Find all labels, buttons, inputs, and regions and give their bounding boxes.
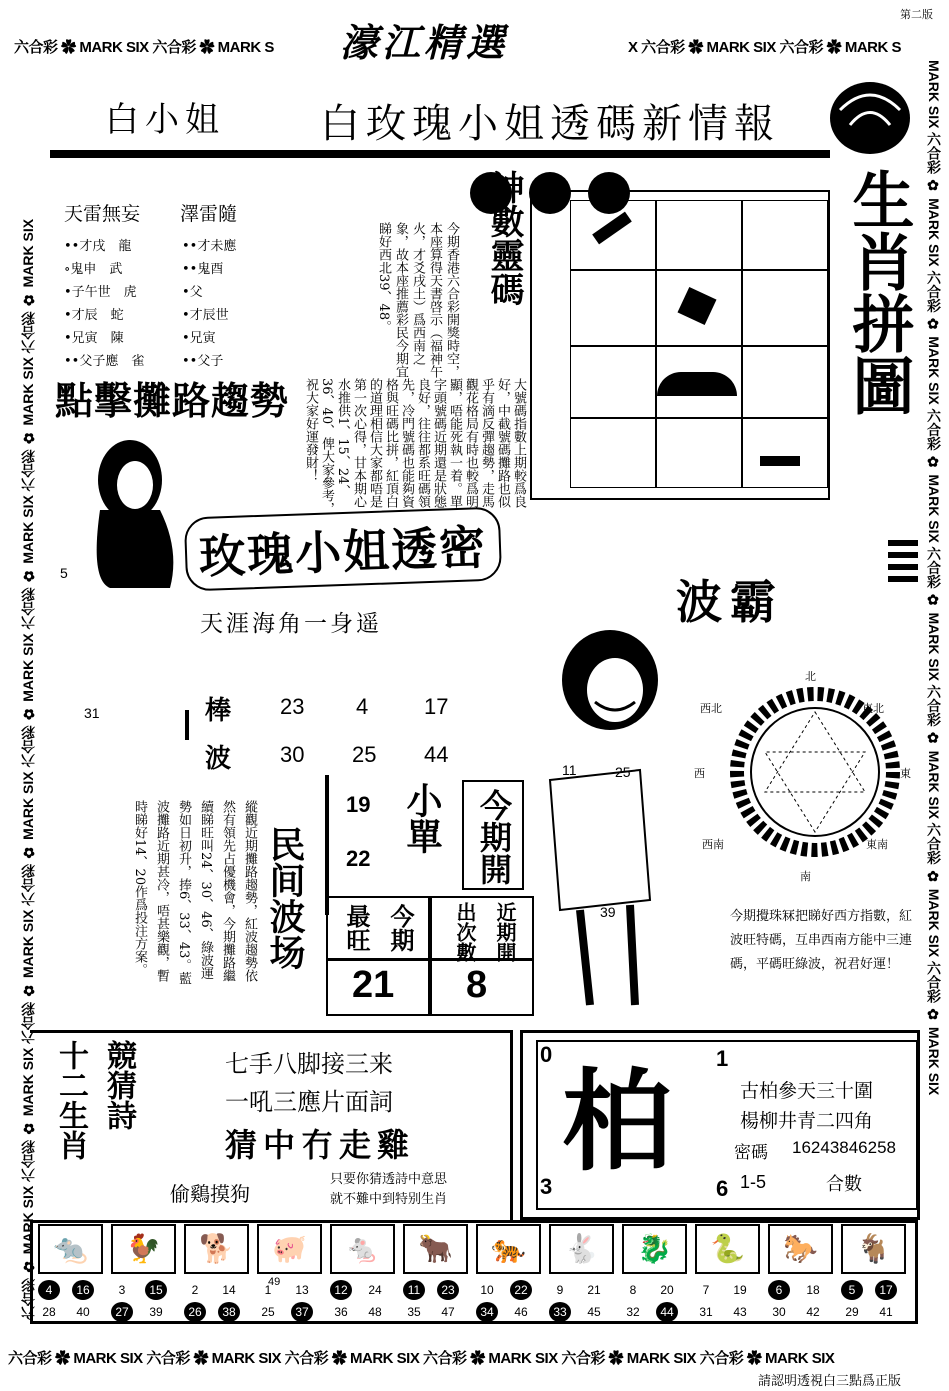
animal-column <box>547 1224 616 1324</box>
dragon-icon: 🐉 <box>622 1224 687 1274</box>
riddle-line: 七手八脚接三来 <box>225 1050 393 1078</box>
hexagram-row: ••才戌 龍 <box>64 239 132 254</box>
zodiac-puzzle-title: 生肖拼圖 <box>838 168 918 416</box>
animal-column <box>36 1224 105 1324</box>
puzzle-piece <box>570 270 656 346</box>
riddle-line: 一吼三應片面詞 <box>225 1088 393 1116</box>
puzzle-fragment <box>657 372 737 396</box>
animal-number: 10 <box>480 1283 494 1297</box>
animal-column <box>693 1224 762 1324</box>
page-tag: 第二版 <box>900 8 933 21</box>
woman-photo-2 <box>540 620 690 760</box>
footer-note: 請認明透視白三點爲正版 <box>758 1374 902 1389</box>
animal-number: 37 <box>291 1302 313 1322</box>
ox-icon: 🐂 <box>403 1224 468 1274</box>
bottom-band: 六合彩 ✿ MARK SIX 六合彩 ✿ MARK SIX 六合彩 ✿ MARK SIX 六合彩 ✿ MARK SIX 六合彩 ✿ MARK SIX 六合彩 ✿ MARK SIX <box>8 1350 835 1367</box>
animal-number: 21 <box>587 1283 601 1297</box>
hexagram-left-title: 天雷無妄 <box>64 203 141 225</box>
puzzle-piece <box>742 270 828 346</box>
compass-w: 西 <box>694 767 705 780</box>
animal-number: 43 <box>733 1305 747 1319</box>
minjian-number: 19 <box>346 792 371 817</box>
animal-number: 12 <box>330 1280 352 1300</box>
riddle-hint: 偷鷄摸狗 <box>170 1182 250 1206</box>
compass-n: 北 <box>805 670 816 683</box>
compass-nw: 西北 <box>700 702 722 715</box>
hexagram-right-title: 澤雷隨 <box>180 203 238 225</box>
animal-number: 45 <box>587 1305 601 1319</box>
hexagram-row: ••才未應 <box>182 239 237 254</box>
animal-number: 27 <box>111 1302 133 1322</box>
this-period-box: 今期開 <box>462 780 524 890</box>
rabbit-icon: 🐇 <box>549 1224 614 1274</box>
stripes-icon <box>888 540 918 546</box>
compass-se: 東南 <box>866 838 888 851</box>
trend-title: 點擊攤路趨勢 <box>55 378 290 423</box>
figure-number: 39 <box>600 904 616 920</box>
animal-number: 42 <box>806 1305 820 1319</box>
animal-number: 44 <box>656 1302 678 1322</box>
tiger-icon: 🐅 <box>476 1224 541 1274</box>
extra-number: 49 <box>268 1276 281 1288</box>
headline: 白玫瑰小姐透碼新情報 <box>320 101 780 147</box>
bai-corner: 3 <box>540 1174 553 1199</box>
hexagram-row: ∘鬼申 武 <box>64 262 123 277</box>
puzzle-piece <box>742 346 828 418</box>
hexagram-left-rows <box>64 235 144 373</box>
bai-line: 楊柳井青二四角 <box>740 1110 874 1132</box>
animal-grid <box>36 1224 916 1324</box>
riddle-note: 就不難中到特别生肖 <box>330 1192 448 1207</box>
animal-number: 13 <box>295 1283 309 1297</box>
bai-corner: 0 <box>540 1042 553 1067</box>
bai-line: 古柏參天三十圍 <box>740 1080 874 1102</box>
animal-number: 30 <box>772 1305 786 1319</box>
puzzle-piece <box>570 200 656 270</box>
rat-icon: 🐀 <box>38 1224 103 1274</box>
animal-number: 26 <box>184 1302 206 1322</box>
minjian-number: 22 <box>346 846 371 871</box>
shenshu-text: 今期香港六合彩開獎時空，本座算得天書啓示（福神午火，才爻戌土）爲西南之象，故本座推薦彩民今期宜睇好西北39、48。 <box>376 222 459 378</box>
puzzle-piece <box>570 418 656 488</box>
animal-number: 19 <box>733 1283 747 1297</box>
compass-sw: 西南 <box>702 838 724 851</box>
bai-character: 柏 <box>562 1057 672 1186</box>
hexagram-row: •才辰世 <box>182 308 229 323</box>
goat-icon: 🐐 <box>841 1224 906 1274</box>
compass-s: 南 <box>800 870 811 883</box>
puzzle-piece <box>656 200 742 270</box>
snake-icon: 🐍 <box>695 1224 760 1274</box>
top-band-left: 六合彩 ✿ MARK SIX 六合彩 ✿ MARK S <box>14 39 274 56</box>
hexagram-row: ••父子應 雀 <box>64 354 145 369</box>
hexagram-row: •兄寅 <box>182 331 216 346</box>
rose-poem: 天涯海角一身遥 <box>200 611 382 637</box>
animal-column <box>401 1224 470 1324</box>
animal-column <box>328 1224 397 1324</box>
animal-number: 15 <box>145 1280 167 1300</box>
page-title: 濠江精選 <box>340 20 509 65</box>
animal-number: 38 <box>218 1302 240 1322</box>
figure-number: 11 <box>562 762 577 778</box>
left-side-band: 六合彩 ✿ MARK SIX 六合彩 ✿ MARK SIX 六合彩 ✿ MARK SIX 六合彩 ✿ MARK SIX 六合彩 ✿ MARK SIX 六合彩 ✿ MARK SIX 六合彩 ✿ MARK SIX 六合彩 ✿ MARK SIX <box>20 218 36 1320</box>
side-number: 26 <box>110 572 126 588</box>
pig-icon: 🐖 <box>257 1224 322 1274</box>
riddle-left-title: 十二生肖 <box>53 1040 88 1160</box>
puzzle-fragment <box>760 456 800 466</box>
puzzle-piece <box>742 200 828 270</box>
out-label: 出次數 <box>453 902 477 962</box>
shenshu-heading: 神數靈碼 <box>484 170 524 306</box>
side-number: 5 <box>60 565 68 581</box>
bai-corner: 1 <box>716 1046 729 1071</box>
bai-corner: 6 <box>716 1176 729 1201</box>
row1-label: 棒 <box>205 696 232 726</box>
animal-column <box>255 1224 324 1324</box>
animal-column <box>620 1224 689 1324</box>
row1-value: 17 <box>424 694 449 719</box>
headline-rule <box>50 150 830 158</box>
woman-photo <box>80 430 190 590</box>
animal-number: 8 <box>629 1283 637 1297</box>
row2-value: 30 <box>280 742 305 767</box>
code-value: 16243846258 <box>792 1138 897 1157</box>
hexagram-row: •子午世 虎 <box>64 285 137 300</box>
animal-column <box>766 1224 835 1324</box>
most-value: 21 <box>352 964 395 1006</box>
animal-number: 3 <box>118 1283 126 1297</box>
top-band-right: X 六合彩 ✿ MARK SIX 六合彩 ✿ MARK S <box>628 39 902 56</box>
animal-number: 32 <box>626 1305 640 1319</box>
hexagram-block <box>60 195 270 375</box>
animal-number: 34 <box>476 1302 498 1322</box>
near-label: 近期開 <box>493 902 517 962</box>
animal-number: 6 <box>768 1280 790 1300</box>
rose-icon <box>820 70 920 160</box>
riddle-answer-line: 猜中冇走雞 <box>225 1126 416 1164</box>
row2-label: 波 <box>205 744 232 774</box>
this-label: 今期 <box>386 904 415 952</box>
boba-text: 今期攪珠冧把睇好西方指數，紅波旺特碼，互串西南方能中三連碼，平碼旺綠波，祝君好運！ <box>730 909 913 972</box>
animal-column <box>839 1224 908 1324</box>
animal-number: 11 <box>403 1280 425 1300</box>
hexagram-right-rows <box>182 235 236 373</box>
riddle-right-title: 競猜詩 <box>101 1040 136 1130</box>
count-value: 8 <box>466 964 488 1006</box>
compass-ne: 東北 <box>862 702 884 715</box>
hexagram-row: ••鬼酉 <box>182 262 224 277</box>
author-name: 白小姐 <box>105 100 225 140</box>
range-value: 1-5 <box>740 1172 767 1192</box>
boba-title: 波霸 <box>676 575 784 629</box>
animal-number: 7 <box>702 1283 710 1297</box>
animal-number: 36 <box>334 1305 348 1319</box>
small-odd-label: 小單 <box>401 782 443 854</box>
animal-column <box>109 1224 178 1324</box>
compass-e: 東 <box>900 767 911 780</box>
animal-number: 29 <box>845 1305 859 1319</box>
heshu-label: 合數 <box>826 1174 862 1195</box>
woman-figure <box>520 740 670 1010</box>
puzzle-piece <box>570 346 656 418</box>
animal-number: 20 <box>660 1283 674 1297</box>
animal-number: 47 <box>441 1305 455 1319</box>
animal-number: 14 <box>222 1283 236 1297</box>
animal-column <box>182 1224 251 1324</box>
animal-number: 2 <box>191 1283 199 1297</box>
row1-value: 23 <box>280 694 305 719</box>
minjian-text: 縱觀近期攤路趨勢，紅波趨勢依然有領先占優機會，今期攤路繼續睇旺叫24、30、46、綠波運勢如日初升，捧6、33、43。藍波攤路近期甚冷，唔甚樂觀，暫時睇好14、20作爲投注方案。 <box>132 800 257 985</box>
animal-number: 33 <box>549 1302 571 1322</box>
rooster-icon: 🐓 <box>111 1224 176 1274</box>
row2-value: 25 <box>352 742 377 767</box>
hexagram-row: •父 <box>182 285 203 300</box>
animal-number: 17 <box>875 1280 897 1300</box>
puzzle-piece <box>656 418 742 488</box>
code-label: 密碼 <box>734 1143 768 1163</box>
animal-number: 28 <box>42 1305 56 1319</box>
zodiac-puzzle-frame <box>530 190 830 500</box>
row1-value: 4 <box>356 694 369 719</box>
animal-number: 16 <box>72 1280 94 1300</box>
side-number: 31 <box>84 705 100 721</box>
animal-number: 41 <box>879 1305 893 1319</box>
animal-number: 23 <box>437 1280 459 1300</box>
animal-number: 46 <box>514 1305 528 1319</box>
most-label: 最旺 <box>342 904 371 952</box>
animal-number: 31 <box>699 1305 713 1319</box>
right-side-band: MARK SIX 六合彩 ✿ MARK SIX 六合彩 ✿ MARK SIX 六合彩 ✿ MARK SIX 六合彩 ✿ MARK SIX 六合彩 ✿ MARK SIX 六合彩 ✿ MARK SIX 六合彩 ✿ MARK SIX <box>926 60 942 1096</box>
row2-value: 44 <box>424 742 449 767</box>
animal-number: 25 <box>261 1305 275 1319</box>
animal-number: 9 <box>556 1283 564 1297</box>
animal-number: 40 <box>76 1305 90 1319</box>
animal-number: 35 <box>407 1305 421 1319</box>
figure-number: 25 <box>615 764 631 780</box>
animal-number: 18 <box>806 1283 820 1297</box>
mouse-icon: 🐁 <box>330 1224 395 1274</box>
animal-number: 4 <box>38 1280 60 1300</box>
minjian-title: 民间波场 <box>264 826 306 970</box>
animal-number: 22 <box>510 1280 532 1300</box>
animal-number: 48 <box>368 1305 382 1319</box>
dog-icon: 🐕 <box>184 1224 249 1274</box>
hexagram-row: •兄寅 陳 <box>64 331 124 346</box>
animal-number: 24 <box>368 1283 382 1297</box>
horse-icon: 🐎 <box>768 1224 833 1274</box>
hexagram-row: •才辰 蛇 <box>64 308 124 323</box>
animal-number: 39 <box>149 1305 163 1319</box>
animal-number: 5 <box>841 1280 863 1300</box>
puzzle-piece <box>742 418 828 488</box>
riddle-note: 只要你猜透詩中意思 <box>330 1172 448 1187</box>
animal-column <box>474 1224 543 1324</box>
rose-title: 玫瑰小姐透密 <box>184 507 502 592</box>
hexagram-row: ••父子 <box>182 354 224 369</box>
stats-box <box>326 896 534 1016</box>
trend-text: 大號碼指數上期較爲良好，中截號碼攤路也似乎有滴反彈趨勢，走馬觀花格局有時也較爲明顯，唔能死執一着。單字頭號碼近期還是狀態良好，往往都系旺碼領先，冷門號碼也能夠資格與旺碼比拼，紅頂白的道理相信大家都唔是第一次心得，甘本期心水推供1、15、24、36、40、俾大家參考，祝大家好運發財！ <box>303 378 526 516</box>
animal-number: 1 <box>264 1283 272 1297</box>
